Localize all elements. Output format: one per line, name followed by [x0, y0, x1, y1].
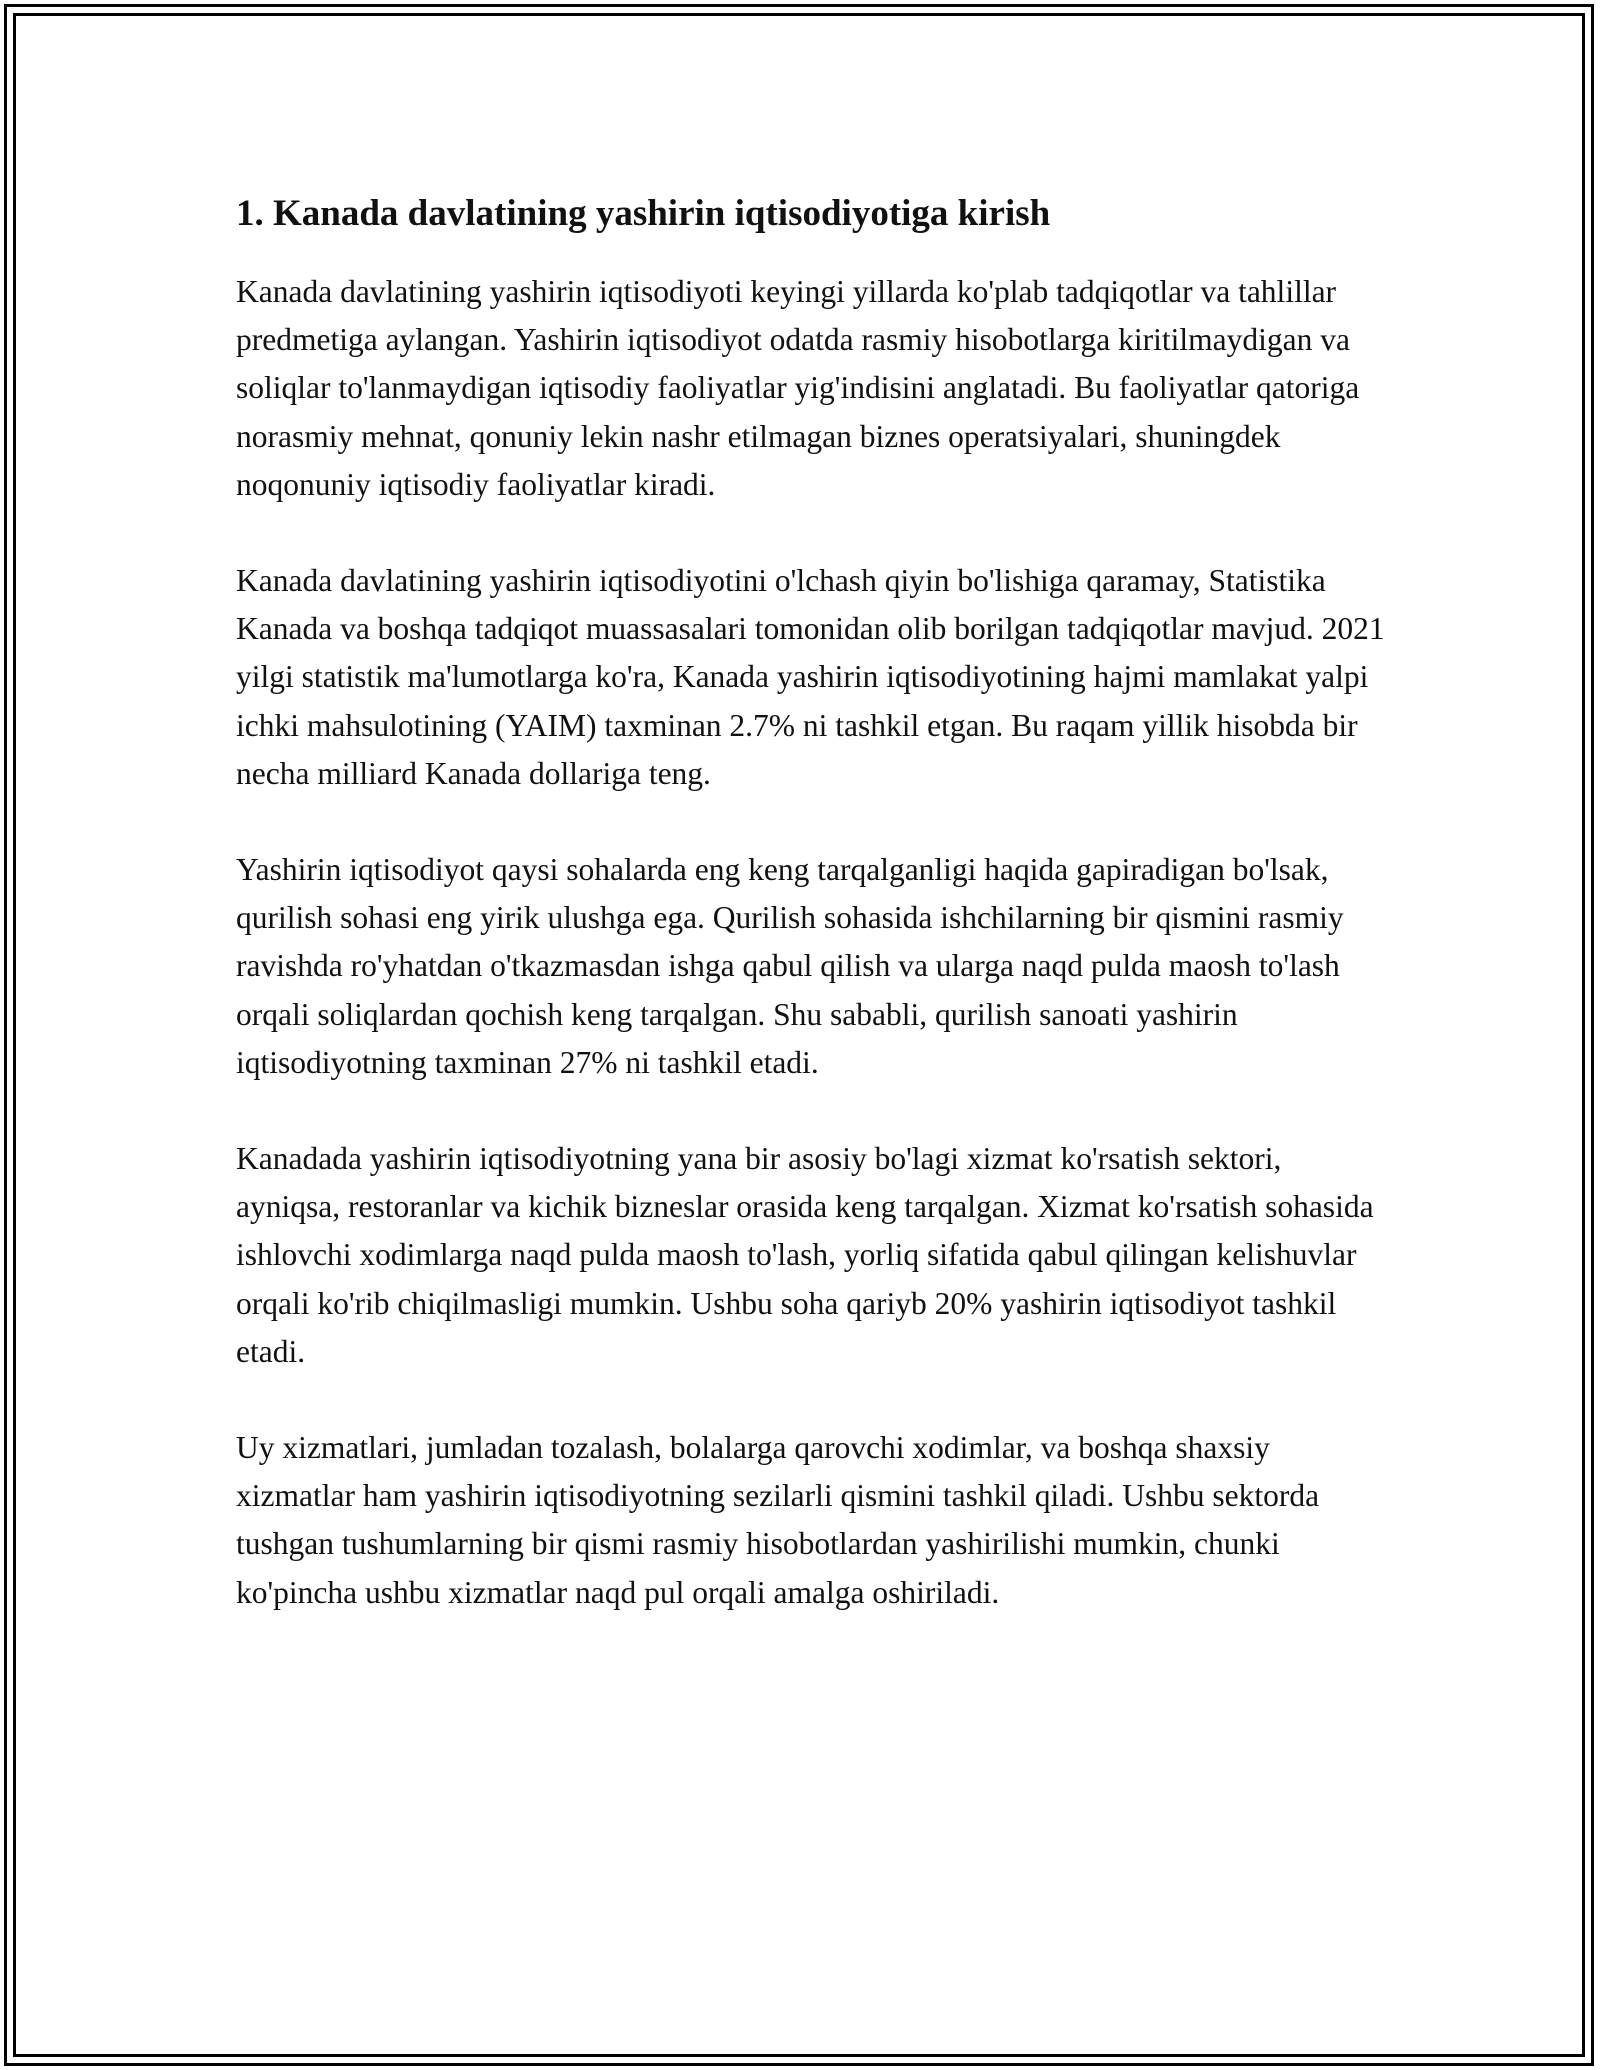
paragraph-services: Kanadada yashirin iqtisodiyotning yana bir asosiy bo'lagi xizmat ko'rsatish sektori, ayniqsa, restoranlar va kichik bizneslar orasida keng tarqalgan. Xizmat ko'rsatish sohasida ishlovchi xodimlarga naqd pulda maosh to'lash, yorliq sifatida qabul qilingan kelishuvlar orqali ko'rib chiqilmasligi mumkin. Ushbu soha qariyb 20% yashirin iqtisodiyot tashkil etadi.: [236, 1141, 1374, 1369]
paragraph-household-services: Uy xizmatlari, jumladan tozalash, bolalarga qarovchi xodimlar, va boshqa shaxsiy xizmatlar ham yashirin iqtisodiyotning sezilarli qismini tashkil qiladi. Ushbu sektorda tushgan tushumlarning bir qismi rasmiy hisobotlardan yashirilishi mumkin, chunki ko'pincha ushbu xizmatlar naqd pul orqali amalga oshiriladi.: [236, 1430, 1320, 1610]
paragraph-intro: Kanada davlatining yashirin iqtisodiyoti keyingi yillarda ko'plab tadqiqotlar va tahlillar predmetiga aylangan. Yashirin iqtisodiyot odatda rasmiy hisobotlarga kiritilmaydigan va soliqlar to'lanmaydigan iqtisodiy faoliyatlar yig'indisini anglatadi. Bu faoliyatlar qatoriga norasmiy mehnat, qonuniy lekin nashr etilmagan biznes operatsiyalari, shuningdek noqonuniy iqtisodiy faoliyatlar kiradi.: [236, 274, 1360, 502]
section-heading: 1. Kanada davlatining yashirin iqtisodiyotiga kirish: [236, 193, 1051, 234]
paragraph-construction: Yashirin iqtisodiyot qaysi sohalarda eng keng tarqalganligi haqida gapiradigan bo'lsak, qurilish sohasi eng yirik ulushga ega. Qurilish sohasida ishchilarning bir qismini rasmiy ravishda ro'yhatdan o'tkazmasdan ishga qabul qilish va ularga naqd pulda maosh to'lash orqali soliqlardan qochish keng tarqalgan. Shu sababli, qurilish sanoati yashirin iqtisodiyotning taxminan 27% ni tashkil etadi.: [236, 852, 1344, 1080]
document-body: [236, 186, 1386, 1665]
paragraph-measurement: Kanada davlatining yashirin iqtisodiyotini o'lchash qiyin bo'lishiga qaramay, Statistika Kanada va boshqa tadqiqot muassasalari tomonidan olib borilgan tadqiqotlar mavjud. 2021 yilgi statistik ma'lumotlarga ko'ra, Kanada yashirin iqtisodiyotining hajmi mamlakat yalpi ichki mahsulotining (YAIM) taxminan 2.7% ni tashkil etgan. Bu raqam yillik hisobda bir necha milliard Kanada dollariga teng.: [236, 563, 1385, 791]
